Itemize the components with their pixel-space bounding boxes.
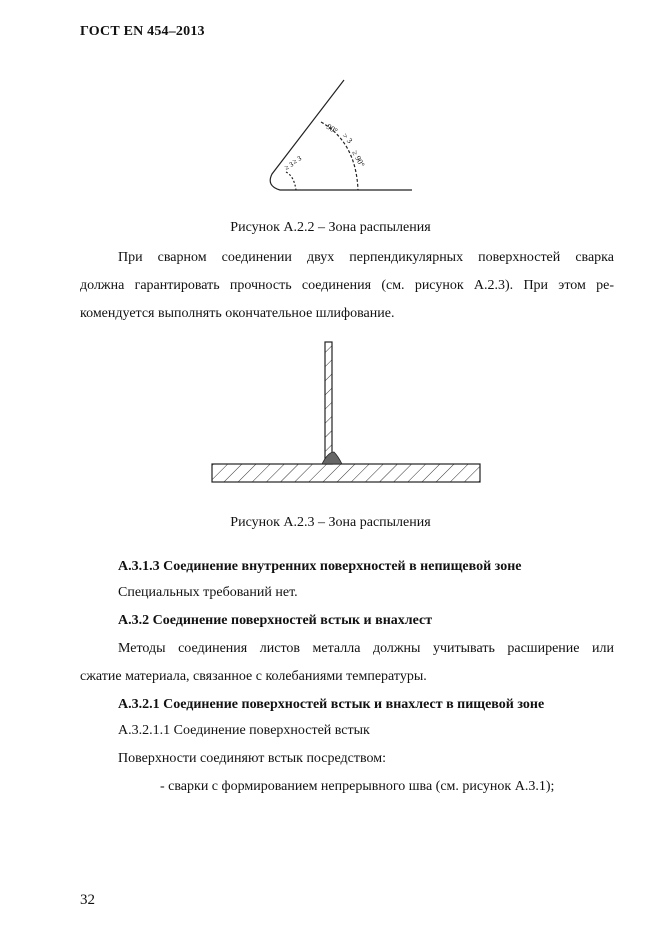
horizontal-plate bbox=[212, 464, 480, 482]
text-a3211: А.3.2.1.1 Соединение поверхностей встык bbox=[118, 723, 370, 738]
paragraph-line-2: должна гарантировать прочность соединения (см. рисунок А.2.3). При этом ре- bbox=[80, 278, 614, 293]
list-item-weld: - сварки с формированием непрерывного шва (см. рисунок А.3.1); bbox=[160, 779, 555, 794]
document-header: ГОСТ EN 454–2013 bbox=[80, 24, 205, 39]
a32-line-2: сжатие материала, связанное с колебаниями температуры. bbox=[80, 669, 427, 684]
vertical-plate bbox=[325, 342, 332, 464]
figure-a23-caption: Рисунок А.2.3 – Зона распыления bbox=[230, 515, 431, 530]
figure-a22-drawing bbox=[258, 72, 418, 202]
label-ge3-b: ≥ 3 bbox=[291, 154, 303, 166]
paragraph-line-3: комендуется выполнять окончательное шлифование. bbox=[80, 306, 395, 321]
angle-label-90: 90° bbox=[324, 122, 340, 136]
a32-line-1: Методы соединения листов металла должны учитывать расширение или bbox=[118, 641, 614, 656]
figure-a22-caption: Рисунок А.2.2 – Зона распыления bbox=[230, 220, 431, 235]
corner-outline bbox=[270, 80, 412, 190]
figure-a23-drawing bbox=[210, 340, 482, 488]
label-ge90: ≥ 90° bbox=[350, 148, 367, 169]
label-ge3-a: ≥ 3 bbox=[283, 160, 295, 172]
heading-a32: А.3.2 Соединение поверхностей встык и внахлест bbox=[118, 613, 433, 628]
paragraph-line-1: При сварном соединении двух перпендикулярных поверхностей сварка bbox=[118, 250, 614, 265]
heading-a313: А.3.1.3 Соединение внутренних поверхностей в непищевой зоне bbox=[118, 559, 522, 574]
text-a313: Специальных требований нет. bbox=[118, 585, 298, 600]
paragraph-weld-strength bbox=[80, 244, 614, 328]
paragraph-a32 bbox=[80, 635, 614, 691]
label-gt3: > 3 bbox=[340, 131, 355, 146]
heading-a321: А.3.2.1 Соединение поверхностей встык и внахлест в пищевой зоне bbox=[118, 697, 545, 712]
text-butt-intro: Поверхности соединяют встык посредством: bbox=[118, 751, 386, 766]
page-number: 32 bbox=[80, 892, 95, 908]
spray-arc-inner bbox=[286, 172, 296, 190]
